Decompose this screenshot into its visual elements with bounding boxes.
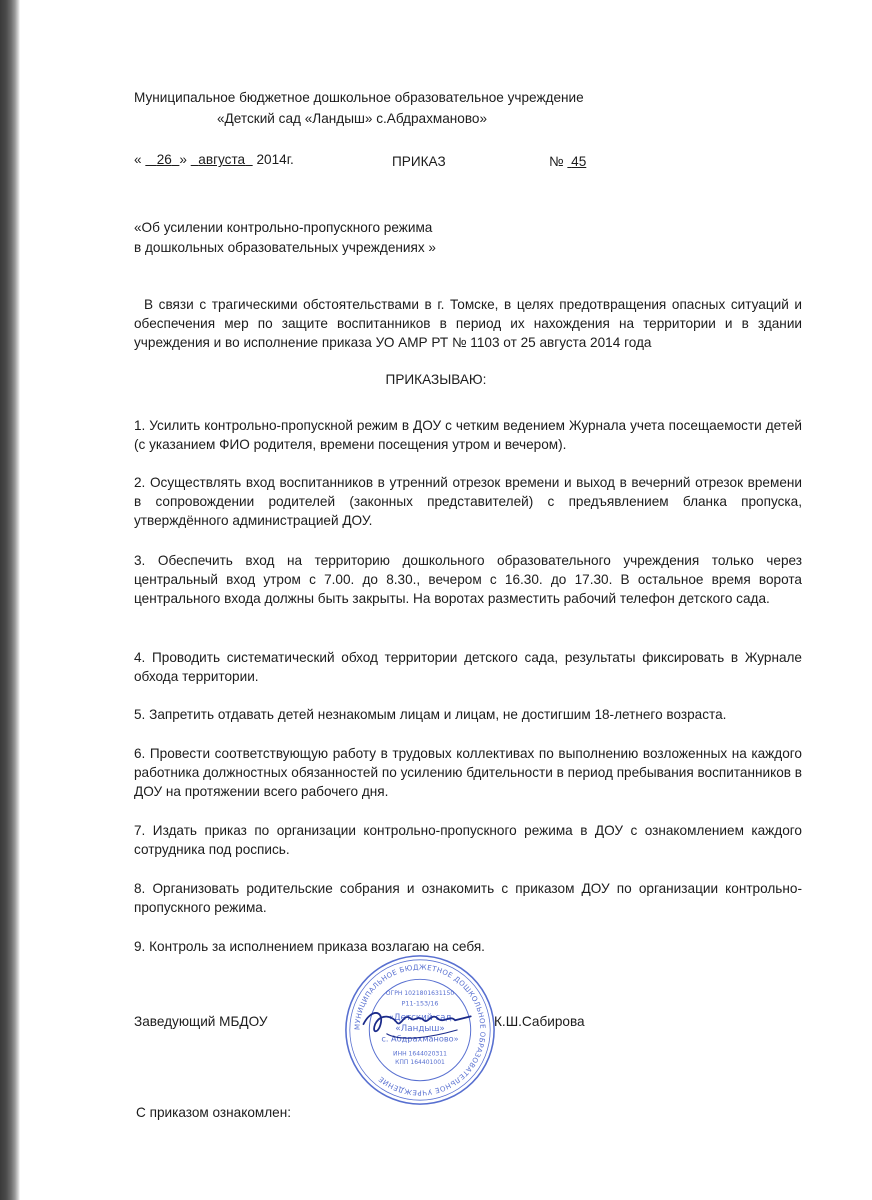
- quote-close: »: [179, 152, 187, 167]
- order-item-7: 7. Издать приказ по организации контрольно-пропускного режима в ДОУ с ознакомлением каждого сотрудника под роспись.: [134, 823, 802, 857]
- stamp-kpp: КПП 164401001: [395, 1059, 445, 1067]
- official-stamp: [342, 952, 498, 1108]
- number-label: №: [549, 154, 564, 169]
- stamp-center-line2: «Ландыш»: [395, 1023, 445, 1034]
- order-item-5: 5. Запретить отдавать детей незнакомым лицам и лицам, не достигшим 18-летнего возраста.: [134, 707, 727, 722]
- acknowledged-label: С приказом ознакомлен:: [136, 1105, 292, 1120]
- order-heading: ПРИКАЗЫВАЮ:: [385, 372, 487, 387]
- stamp-ring-text: МУНИЦИПАЛЬНОЕ БЮДЖЕТНОЕ ДОШКОЛЬНОЕ ОБРАЗОВАТЕЛЬНОЕ УЧРЕЖДЕНИЕ: [352, 962, 488, 1098]
- order-item-6: 6. Провести соответствующую работу в трудовых коллективах по выполнению возложенных на каждого работника должностных обязанностей по усилению бдительности в период пребывания воспитанников в ДОУ на протяжении всего рабочего дня.: [134, 746, 802, 799]
- stamp-inn: ИНН 1644020311: [393, 1050, 447, 1058]
- subject-line2: в дошкольных образовательных учреждениях »: [134, 240, 436, 255]
- org-name-line2: «Детский сад «Ландыш» с.Абдрахманово»: [217, 111, 488, 126]
- order-month: августа: [198, 152, 246, 167]
- signature-name: К.Ш.Сабирова: [494, 1014, 585, 1029]
- quote-open: «: [134, 152, 142, 167]
- stamp-center-line3: с. Абдрахманово»: [381, 1033, 459, 1044]
- signature-position: Заведующий МБДОУ: [134, 1014, 268, 1029]
- subject-line1: «Об усилении контрольно-пропускного режима: [134, 220, 433, 235]
- order-item-1: 1. Усилить контрольно-пропускной режим в ДОУ с четким ведением Журнала учета посещаемости детей (с указанием ФИО родителя, времени посещения утром и вечером).: [134, 418, 802, 452]
- order-year: 2014г.: [256, 152, 294, 167]
- order-item-4: 4. Проводить систематический обход территории детского сада, результаты фиксировать в Журнале обхода территории.: [134, 650, 802, 684]
- scan-edge-shadow: [0, 0, 20, 1200]
- org-name-line1: Муниципальное бюджетное дошкольное образовательное учреждение: [134, 90, 584, 105]
- doc-type: ПРИКАЗ: [392, 154, 446, 169]
- order-item-9: 9. Контроль за исполнением приказа возлагаю на себя.: [134, 939, 485, 954]
- preamble: В связи с трагическими обстоятельствами в г. Томске, в целях предотвращения опасных ситуаций и обеспечения мер по защите воспитанников в период их нахождения на территории и в здании учреждения и во исполнение приказа УО АМР РТ № 1103 от 25 августа 2014 года: [134, 297, 802, 350]
- order-day: 26: [156, 152, 172, 167]
- order-date-line: [134, 152, 294, 167]
- stamp-center-line1: «Детский сад: [388, 1013, 452, 1024]
- order-item-2: 2. Осуществлять вход воспитанников в утренний отрезок времени и выход в вечерний отрезок времени в сопровождении родителей (законных представителей) с предъявлением бланка пропуска, утверждённого администрацией ДОУ.: [134, 475, 802, 528]
- stamp-ogrn: ОГРН 1021801631150: [385, 989, 455, 997]
- order-item-3: 3. Обеспечить вход на территорию дошкольного образовательного учреждения только через центральный вход утром с 7.00. до 8.30., вечером с 16.30. до 17.30. В остальное время ворота центрального входа должны быть закрыты. На воротах разместить рабочий телефон детского сада.: [134, 553, 802, 606]
- number-value: 45: [571, 154, 587, 169]
- stamp-code: Р11-153/16: [401, 999, 439, 1008]
- order-item-8: 8. Организовать родительские собрания и ознакомить с приказом ДОУ по организации контрольно-пропускного режима.: [134, 881, 802, 915]
- order-number: [549, 152, 586, 171]
